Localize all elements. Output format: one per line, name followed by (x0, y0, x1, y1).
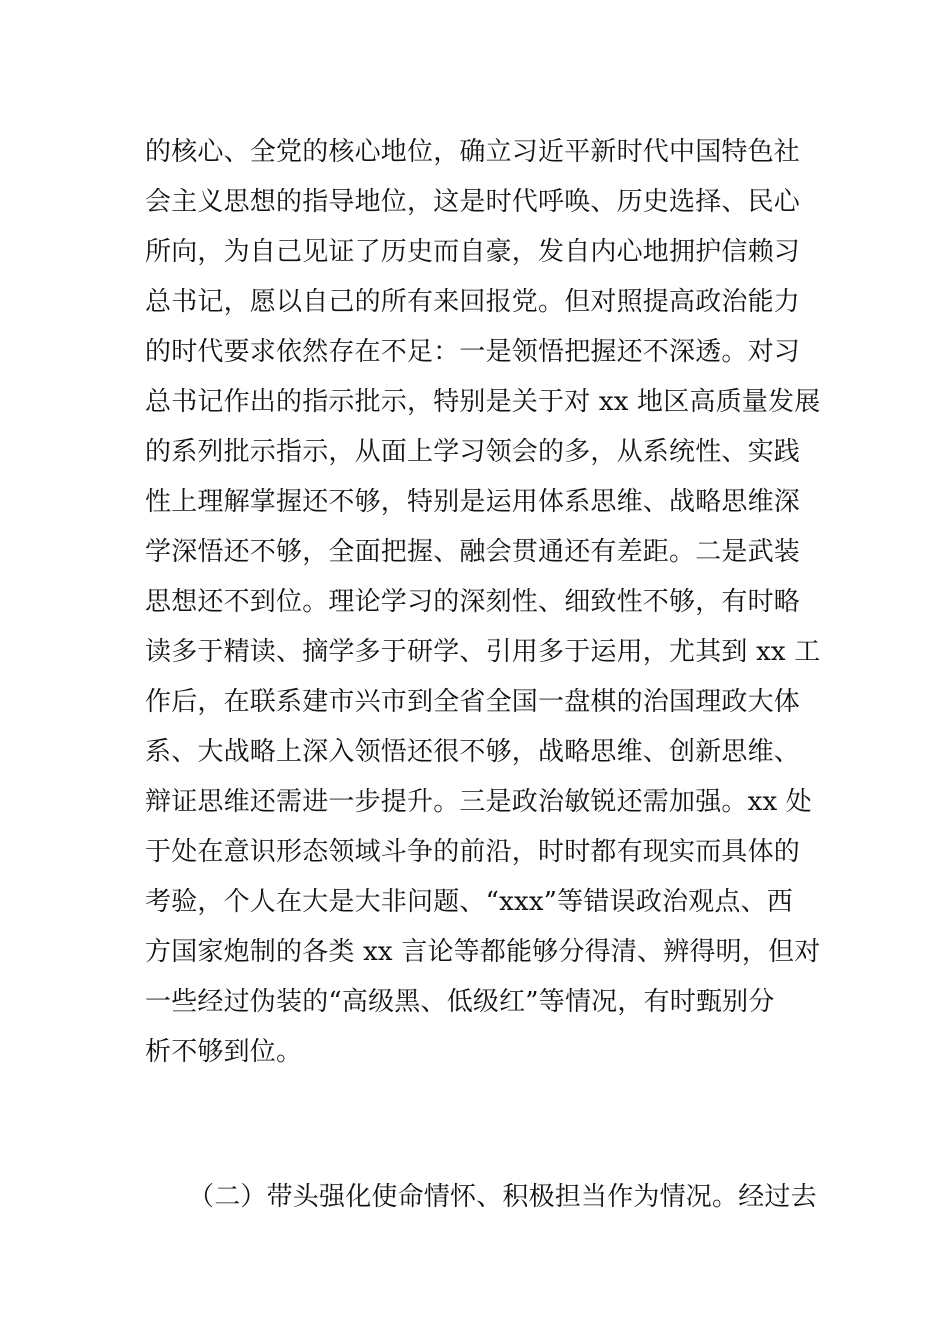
paragraph-line: 会主义思想的指导地位，这是时代呼唤、历史选择、民心 (145, 187, 801, 217)
paragraph-line: 辩证思维还需进一步提升。三是政治敏锐还需加强。xx 处 (145, 787, 812, 817)
paragraph-line: 于处在意识形态领域斗争的前沿，时时都有现实而具体的 (145, 837, 801, 867)
paragraph-line: 方国家炮制的各类 xx 言论等都能够分得清、辨得明，但对 (145, 937, 821, 967)
section-heading-line: （二）带头强化使命情怀、积极担当作为情况。经过去 (188, 1182, 817, 1212)
paragraph-line: 系、大战略上深入领悟还很不够，战略思维、创新思维、 (145, 737, 801, 767)
paragraph-line: 析不够到位。 (145, 1037, 303, 1067)
paragraph-line: 总书记，愿以自己的所有来回报党。但对照提高政治能力 (145, 287, 801, 317)
paragraph-line: 学深悟还不够，全面把握、融会贯通还有差距。二是武装 (145, 537, 801, 567)
paragraph-line: 总书记作出的指示批示，特别是关于对 xx 地区高质量发展 (145, 387, 821, 417)
paragraph-line: 一些经过伪装的“高级黑、低级红”等情况，有时甄别分 (145, 987, 775, 1017)
paragraph-line: 的时代要求依然存在不足：一是领悟把握还不深透。对习 (145, 337, 801, 367)
paragraph-line: 的系列批示指示，从面上学习领会的多，从系统性、实践 (145, 437, 801, 467)
paragraph-line: 读多于精读、摘学多于研学、引用多于运用，尤其到 xx 工 (145, 637, 821, 667)
paragraph-line: 性上理解掌握还不够，特别是运用体系思维、战略思维深 (145, 487, 801, 517)
paragraph-line: 思想还不到位。理论学习的深刻性、细致性不够，有时略 (145, 587, 801, 617)
paragraph-line: 考验，个人在大是大非问题、“xxx”等错误政治观点、西 (145, 887, 793, 917)
paragraph-line: 的核心、全党的核心地位，确立习近平新时代中国特色社 (145, 137, 801, 167)
paragraph-line: 作后，在联系建市兴市到全省全国一盘棋的治国理政大体 (145, 687, 801, 717)
paragraph-line: 所向，为自己见证了历史而自豪，发自内心地拥护信赖习 (145, 237, 801, 267)
